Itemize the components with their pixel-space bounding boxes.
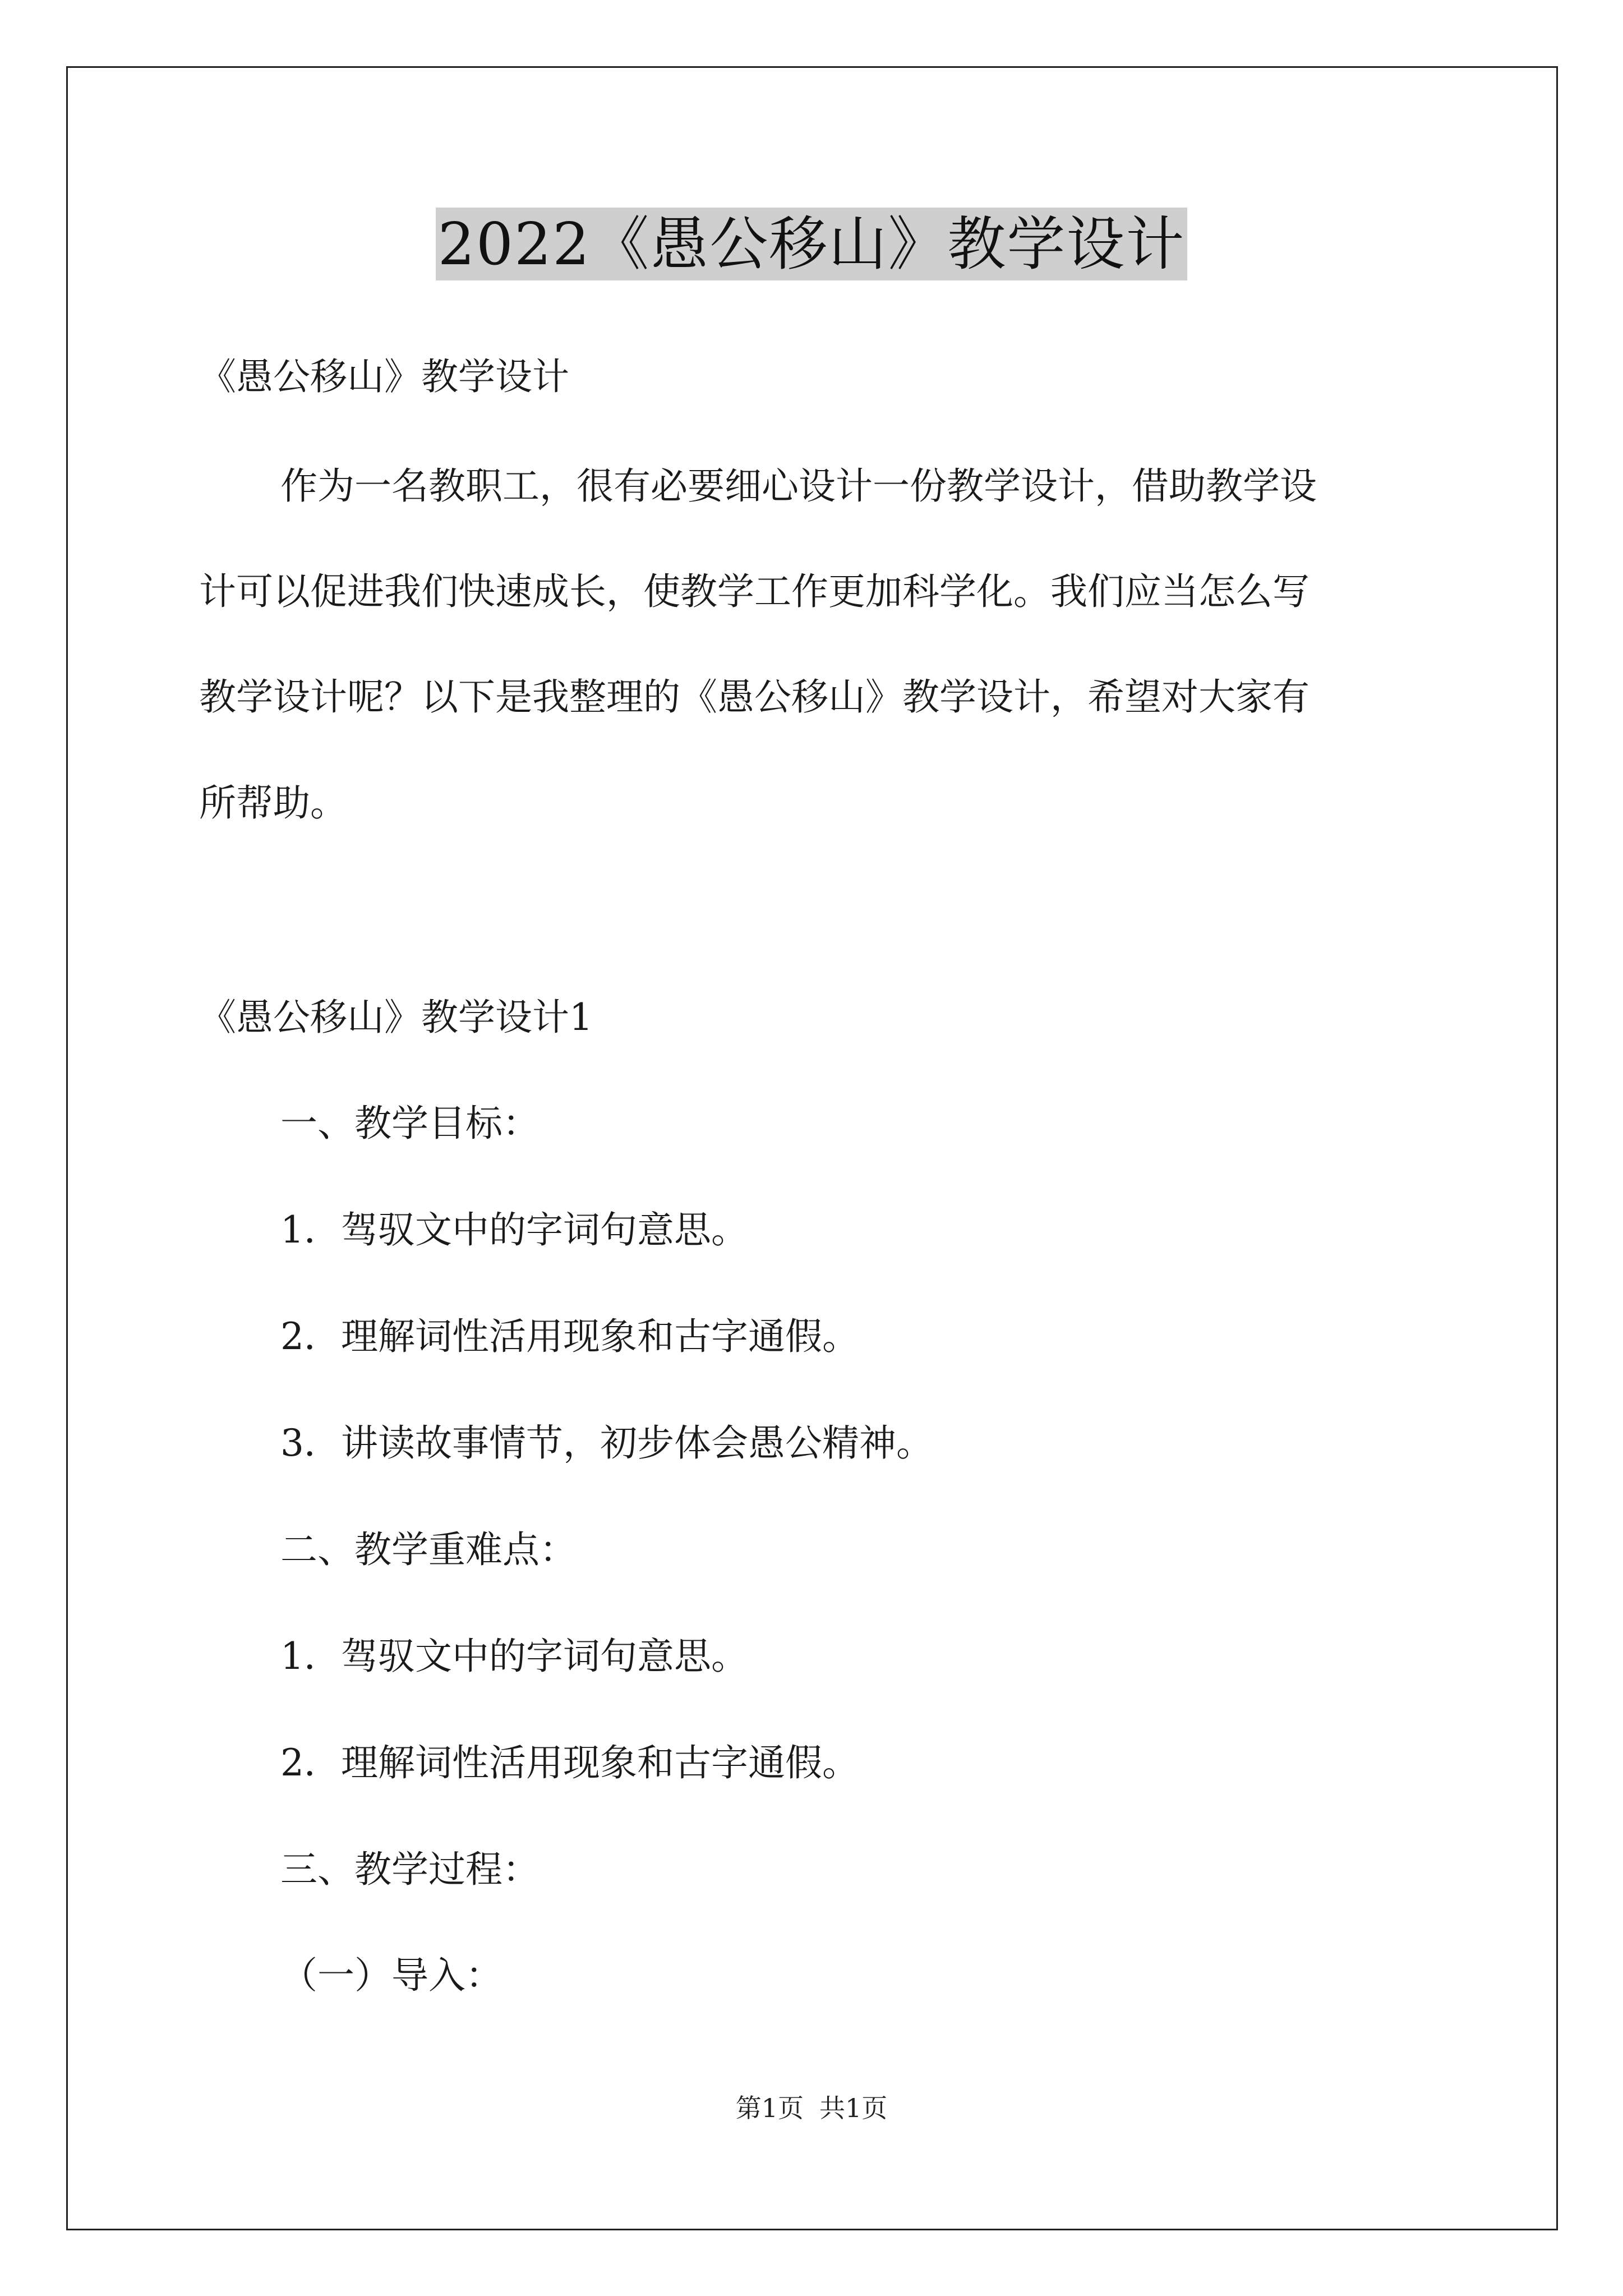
- list-heading-goals: 一、教学目标：: [280, 1102, 540, 1145]
- title-container: [0, 208, 1623, 280]
- list-heading-key-points: 二、教学重难点：: [280, 1528, 577, 1571]
- page-number: 第1页: [735, 2093, 804, 2123]
- intro-line-4: 所帮助。: [199, 781, 347, 825]
- intro-line-1: 作为一名教职工，很有必要细心设计一份教学设计，借助教学设: [280, 464, 1317, 508]
- list-heading-process: 三、教学过程：: [280, 1848, 540, 1891]
- document-title: 2022《愚公移山》教学设计: [436, 208, 1188, 280]
- list-item: 2．理解词性活用现象和古字通假。: [280, 1315, 859, 1358]
- list-item: 3．讲读故事情节，初步体会愚公精神。: [280, 1421, 933, 1465]
- intro-line-3: 教学设计呢？以下是我整理的《愚公移山》教学设计，希望对大家有: [199, 675, 1310, 719]
- list-item: 1．驾驭文中的字词句意思。: [280, 1208, 748, 1251]
- list-subheading: （一）导入：: [280, 1954, 502, 1997]
- list-item: 2．理解词性活用现象和古字通假。: [280, 1741, 859, 1784]
- section-heading: 《愚公移山》教学设计1: [199, 996, 593, 1039]
- intro-line-2: 计可以促进我们快速成长，使教学工作更加科学化。我们应当怎么写: [199, 570, 1310, 613]
- page-footer: [0, 2091, 1623, 2125]
- list-item: 1．驾驭文中的字词句意思。: [280, 1635, 748, 1678]
- subtitle-line: 《愚公移山》教学设计: [199, 355, 569, 398]
- page-total: 共1页: [819, 2093, 888, 2123]
